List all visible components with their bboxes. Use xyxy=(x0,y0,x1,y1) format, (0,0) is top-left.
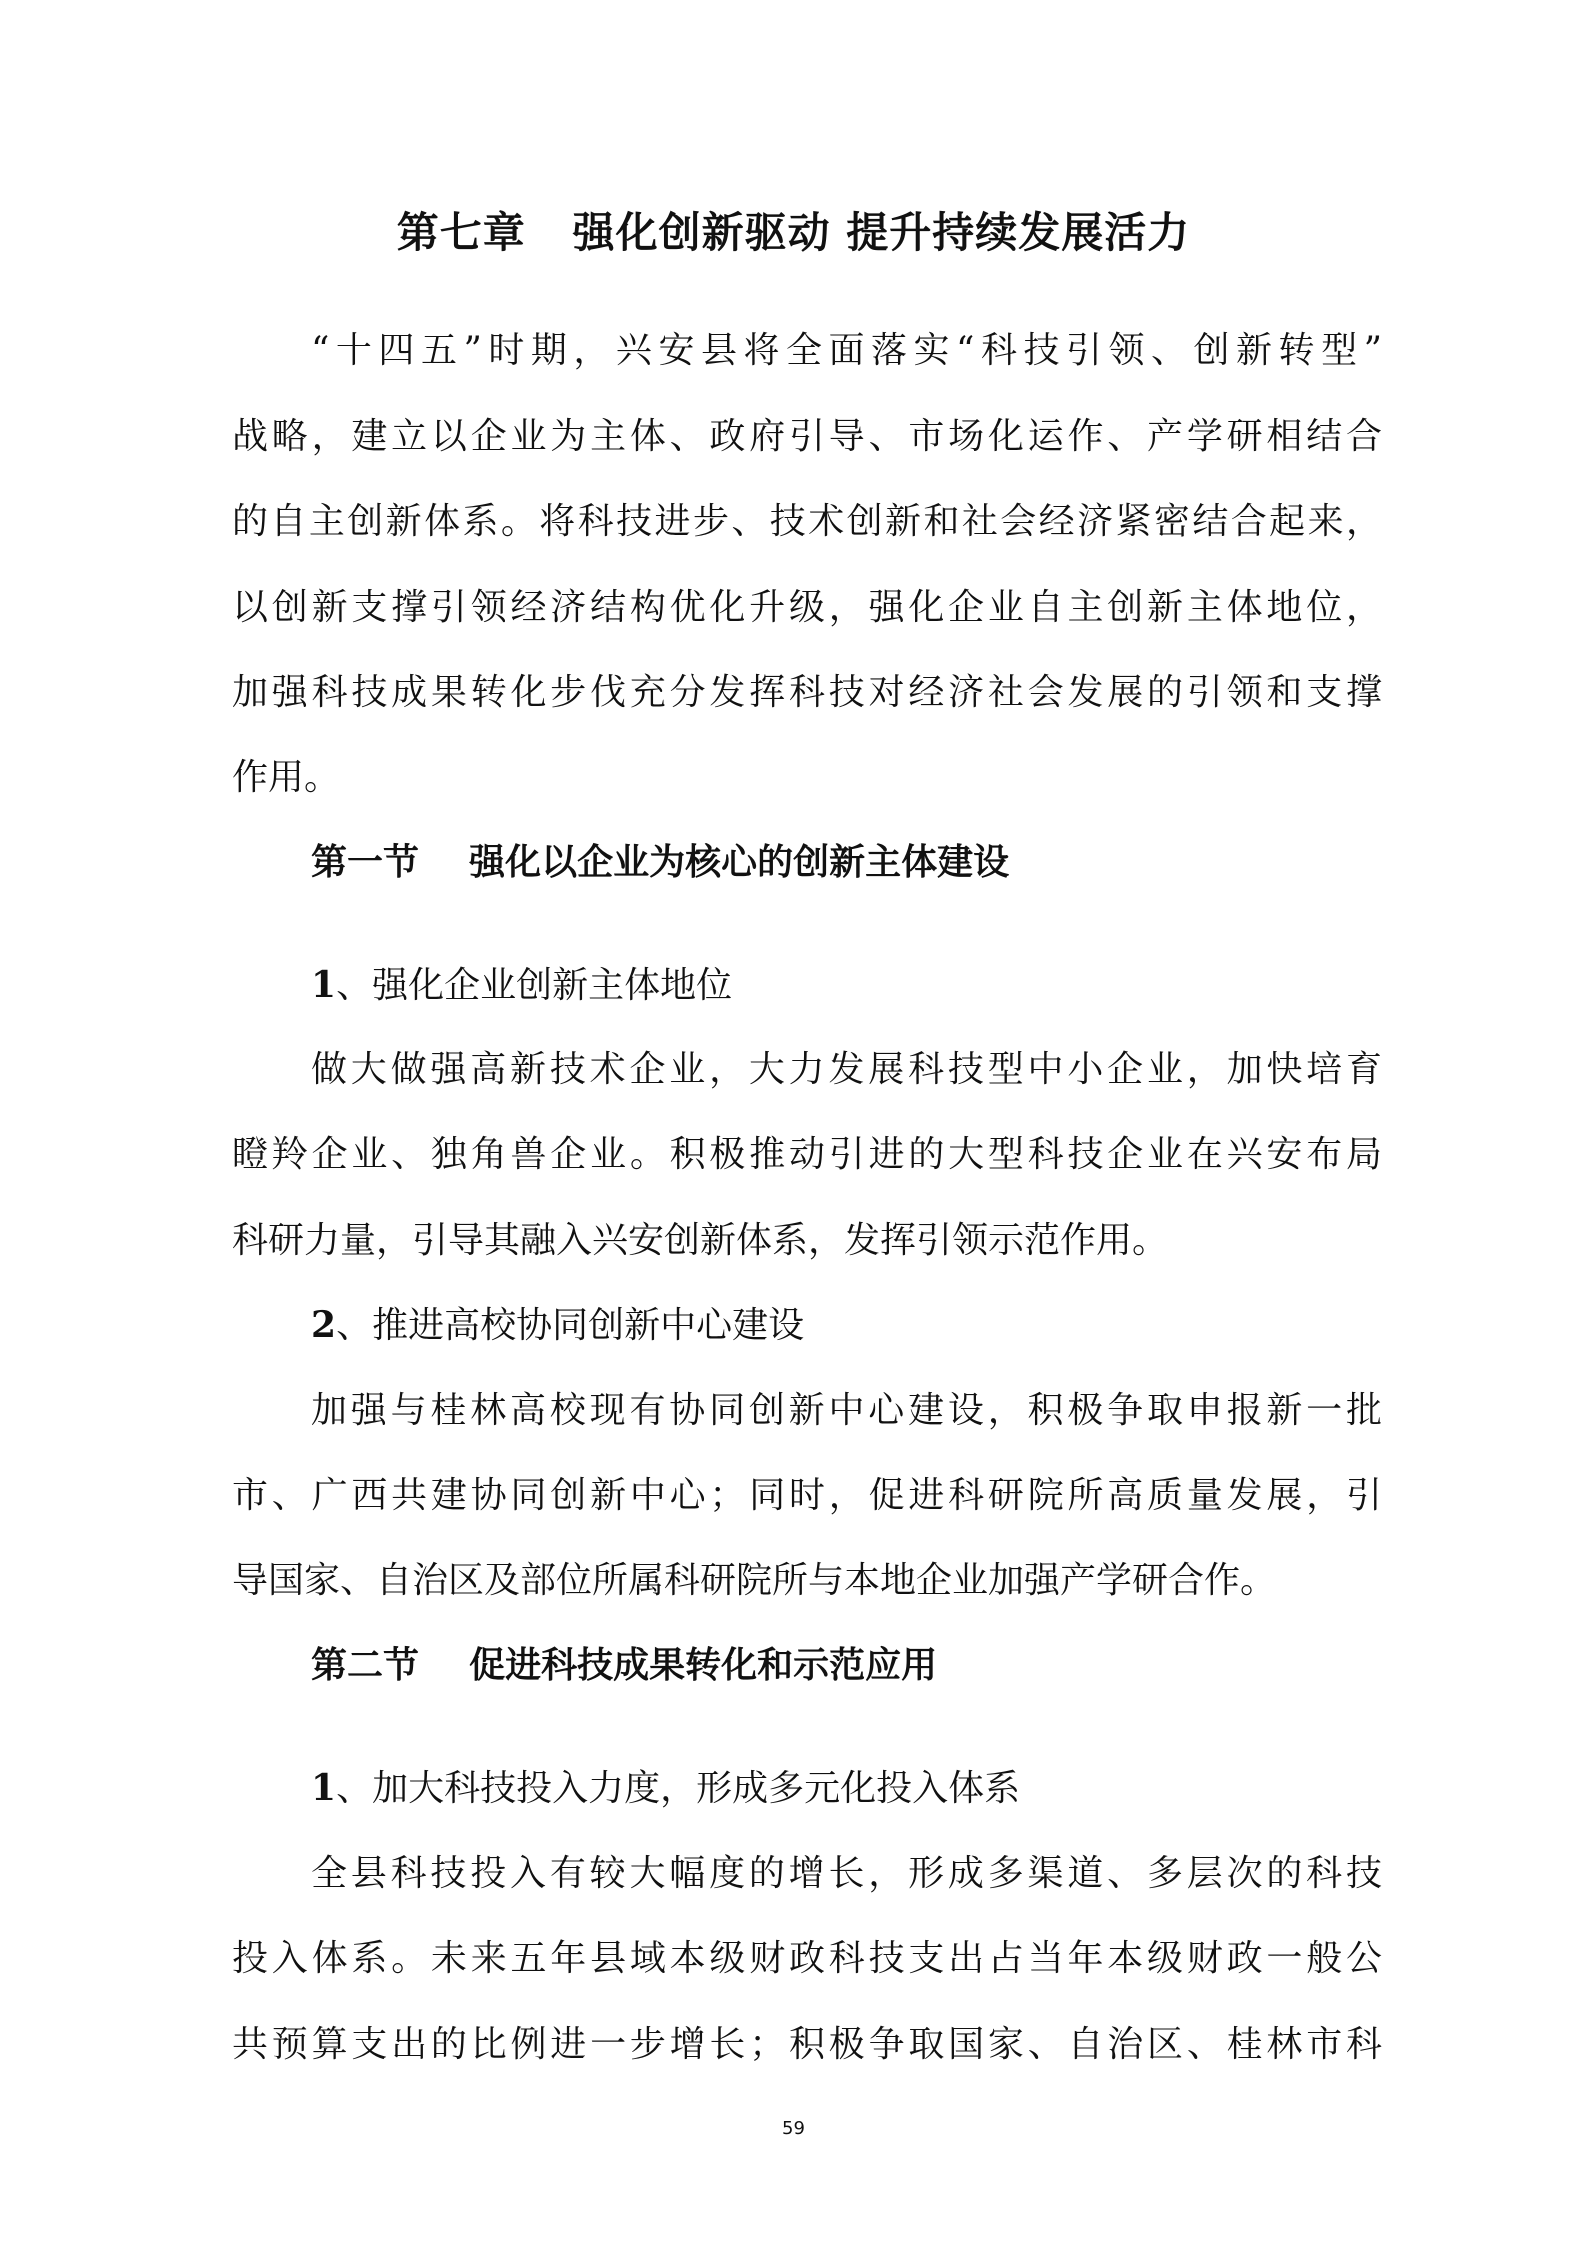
page-number: 59 xyxy=(782,2118,805,2139)
section-2-item-1-line-1: 全县科技投入有较大幅度的增长，形成多渠道、多层次的科技 xyxy=(311,1853,1382,1894)
intro-line-3: 的自主创新体系。将科技进步、技术创新和社会经济紧密结合起来， xyxy=(232,501,1382,542)
item-title-text: 、加大科技投入力度，形成多元化投入体系 xyxy=(336,1768,1021,1809)
chapter-title: 第七章 强化创新驱动 提升持续发展活力 xyxy=(396,208,1191,257)
section-2-item-1-line-2: 投入体系。未来五年县域本级财政科技支出占当年本级财政一般公 xyxy=(232,1938,1382,1979)
item-number: 2 xyxy=(311,1304,337,1346)
section-1-item-2-line-2: 市、广西共建协同创新中心；同时，促进科研院所高质量发展，引 xyxy=(232,1475,1382,1516)
section-1-item-1-line-1: 做大做强高新技术企业，大力发展科技型中小企业，加快培育 xyxy=(311,1049,1382,1090)
intro-line-1: “十四五”时期，兴安县将全面落实“科技引领、创新转型” xyxy=(311,330,1382,371)
intro-line-4: 以创新支撑引领经济结构优化升级，强化企业自主创新主体地位， xyxy=(232,587,1382,628)
section-1-item-1-line-2: 瞪羚企业、独角兽企业。积极推动引进的大型科技企业在兴安布局 xyxy=(232,1134,1382,1175)
section-2-item-1-title xyxy=(311,1765,1020,1812)
intro-line-6: 作用。 xyxy=(232,757,341,798)
intro-line-5: 加强科技成果转化步伐充分发挥科技对经济社会发展的引领和支撑 xyxy=(232,672,1382,713)
item-number: 1 xyxy=(311,1767,337,1809)
section-2-item-1-line-3: 共预算支出的比例进一步增长；积极争取国家、自治区、桂林市科 xyxy=(232,2024,1382,2065)
item-number: 1 xyxy=(311,964,337,1006)
section-1-item-1-line-3: 科研力量，引导其融入兴安创新体系，发挥引领示范作用。 xyxy=(232,1220,1169,1261)
section-1-item-2-title xyxy=(311,1302,804,1349)
item-title-text: 、推进高校协同创新中心建设 xyxy=(336,1305,805,1346)
section-1-item-2-line-3: 导国家、自治区及部位所属科研院所与本地企业加强产学研合作。 xyxy=(232,1560,1277,1601)
section-1-item-1-title xyxy=(311,962,732,1009)
section-2-heading: 第二节 促进科技成果转化和示范应用 xyxy=(311,1644,938,1686)
section-1-item-2-line-1: 加强与桂林高校现有协同创新中心建设，积极争取申报新一批 xyxy=(311,1390,1382,1431)
intro-line-2: 战略，建立以企业为主体、政府引导、市场化运作、产学研相结合 xyxy=(232,416,1382,457)
section-1-heading: 第一节 强化以企业为核心的创新主体建设 xyxy=(311,841,1010,883)
item-title-text: 、强化企业创新主体地位 xyxy=(336,965,733,1006)
